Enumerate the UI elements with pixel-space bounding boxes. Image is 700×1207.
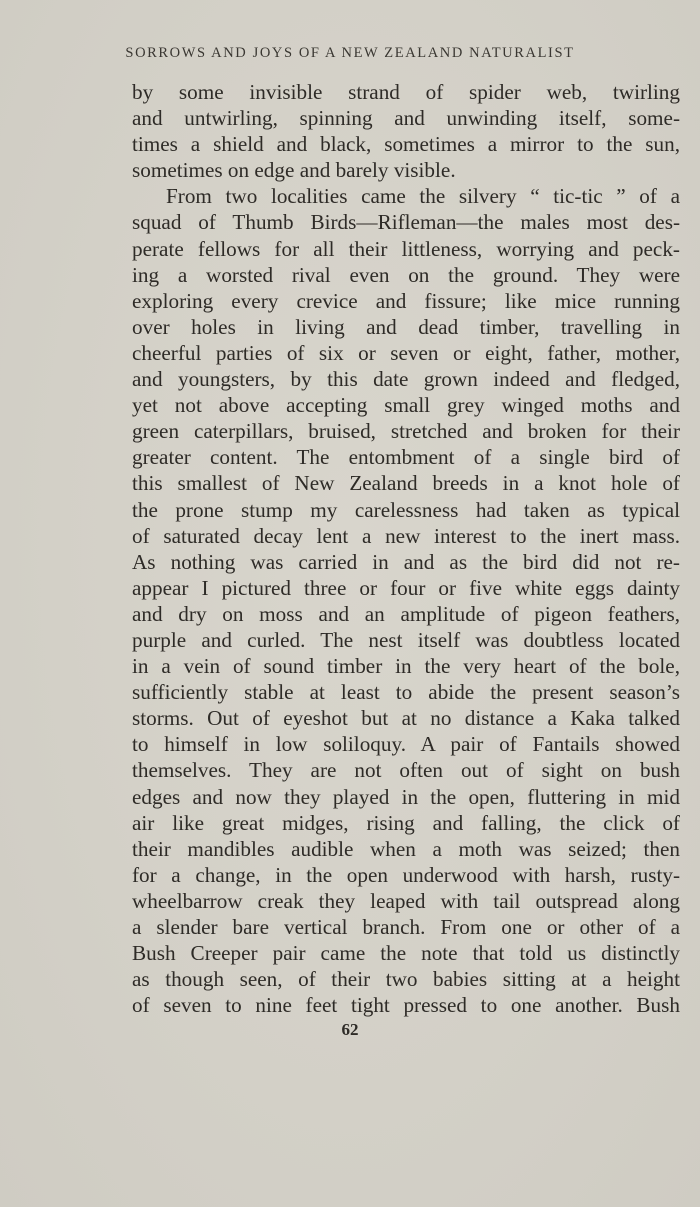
text-line: sometimes on edge and barely visible. (132, 158, 456, 183)
text-line: cheerful parties of six or seven or eight, father, mother, (132, 340, 680, 365)
text-line: over holes in living and dead timber, travelling in (132, 314, 680, 339)
text-line: to himself in low soliloquy. A pair of Fantails showed (132, 732, 680, 757)
text-line: the prone stump my carelessness had taken as typical (132, 497, 680, 522)
text-line: squad of Thumb Birds—Rifleman—the males most des- (132, 210, 680, 235)
text-line: their mandibles audible when a moth was seized; then (132, 836, 680, 861)
text-line: and youngsters, by this date grown indeed and fledged, (132, 367, 680, 392)
text-line: exploring every crevice and fissure; like mice running (132, 288, 680, 313)
text-line: From two localities came the silvery “ tic-tic ” of a (166, 184, 680, 209)
text-line: purple and curled. The nest itself was doubtless located (132, 627, 680, 652)
text-line: As nothing was carried in and as the bird did not re- (132, 549, 680, 574)
text-line: edges and now they played in the open, fluttering in mid (132, 784, 680, 809)
text-line: for a change, in the open underwood with harsh, rusty- (132, 862, 680, 887)
text-line: a slender bare vertical branch. From one or other of a (132, 915, 680, 939)
text-line: perate fellows for all their littleness, worrying and peck- (132, 236, 680, 261)
text-line: of saturated decay lent a new interest to the inert mass. (132, 523, 680, 548)
text-line: wheelbarrow creak they leaped with tail outspread along (132, 888, 680, 913)
text-line: green caterpillars, bruised, stretched and broken for their (132, 419, 680, 444)
text-line: storms. Out of eyeshot but at no distance a Kaka talked (132, 706, 680, 731)
text-line: air like great midges, rising and falling, the click of (132, 810, 680, 835)
text-line: sufficiently stable at least to abide the present season’s (132, 680, 680, 705)
text-line: of seven to nine feet tight pressed to one another. Bush (132, 993, 680, 1018)
text-line: and untwirling, spinning and unwinding itself, some- (132, 106, 680, 131)
text-line: Bush Creeper pair came the note that told us distinctly (132, 941, 680, 966)
text-line: ing a worsted rival even on the ground. They were (132, 262, 680, 287)
running-head: SORROWS AND JOYS OF A NEW ZEALAND NATURALIST (125, 45, 575, 61)
text-line: themselves. They are not often out of sight on bush (132, 758, 680, 783)
text-line: in a vein of sound timber in the very heart of the bole, (132, 654, 680, 679)
text-line: times a shield and black, sometimes a mirror to the sun, (132, 132, 680, 157)
text-line: and dry on moss and an amplitude of pigeon feathers, (132, 601, 680, 626)
text-line: this smallest of New Zealand breeds in a knot hole of (132, 471, 680, 496)
text-line: greater content. The entombment of a single bird of (132, 445, 680, 470)
body-text (132, 79, 680, 1018)
text-line: by some invisible strand of spider web, twirling (132, 80, 680, 104)
text-line: as though seen, of their two babies sitting at a height (132, 967, 680, 992)
text-line: yet not above accepting small grey winged moths and (132, 393, 680, 418)
page-number: 62 (341, 1020, 359, 1039)
text-line: appear I pictured three or four or five white eggs dainty (132, 575, 680, 600)
